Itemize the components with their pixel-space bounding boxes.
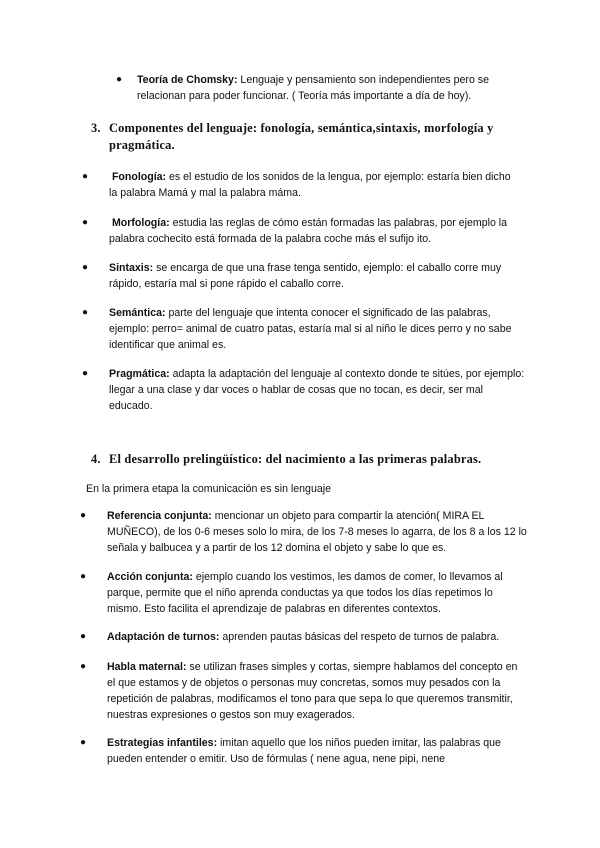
definition: es el estudio de los sonidos de la lengua, por ejemplo: estaría bien dicho la palabra Mamá y mal la palabra máma. (109, 171, 511, 199)
definition: parte del lenguaje que intenta conocer el significado de las palabras, ejemplo: perro= animal de cuatro patas, estaría mal si al niño le dices perro y no sabe identificar que animal es. (109, 307, 512, 351)
term: Estrategias infantiles: (107, 737, 218, 749)
intro-text: En la primera etapa la comunicación es sin lenguaje (86, 483, 331, 495)
section-number: 3. (91, 121, 101, 135)
definition: aprenden pautas básicas del respeto de turnos de palabra. (219, 631, 500, 643)
bullet-icon: ● (80, 510, 87, 521)
definition: mencionar un objeto para compartir la atención( MIRA EL MUÑECO), de los 0-6 meses solo lo mira, de los 7-8 meses lo agarra, de los 8 a los 12 lo señala y balbucea y a partir de los 12 domina el objeto y sabe lo que es. (107, 510, 527, 554)
bullet-icon: ● (82, 262, 89, 273)
list-item-sintaxis (82, 260, 524, 292)
section-title: El desarrollo prelingüístico: del nacimiento a las primeras palabras. (109, 452, 482, 466)
bullet-icon: ● (80, 571, 87, 582)
section-number: 4. (91, 452, 101, 466)
list-item-chomsky (116, 72, 507, 104)
bullet-icon: ● (80, 661, 87, 672)
definition: Lenguaje y pensamiento son independientes pero se relacionan para poder funcionar. ( Teoría más importante a día de hoy). (137, 74, 489, 102)
intro-paragraph (86, 481, 506, 497)
bullet-icon: ● (82, 368, 89, 379)
term: Fonología: (111, 171, 167, 183)
list-item-habla-maternal (80, 659, 527, 723)
list-item-fonologia (82, 169, 514, 201)
term: Referencia conjunta: (107, 510, 212, 522)
list-item-pragmatica (82, 366, 527, 414)
term: Sintaxis: (109, 262, 154, 274)
term: Semántica: (109, 307, 166, 319)
list-item-morfologia (82, 215, 524, 247)
definition: estudia las reglas de cómo están formadas las palabras, por ejemplo la palabra cochecito está formada de la palabra coche más el sufijo ito. (109, 217, 508, 245)
definition: ejemplo cuando los vestimos, les damos de comer, lo llevamos al parque, permite que el niño aprenda conductas ya que todos los días repetimos lo mismo. Esto facilita el aprendizaje de palabras en diferentes contextos. (107, 571, 503, 615)
bullet-icon: ● (82, 307, 89, 318)
list-item-semantica (82, 305, 519, 353)
bullet-icon: ● (82, 171, 89, 182)
section-3-heading (91, 120, 509, 154)
bullet-icon: ● (80, 737, 87, 748)
definition: se utilizan frases simples y cortas, siempre hablamos del concepto en el que estamos y de objetos o personas muy concretas, somos muy pesados con la repetición de palabras, modificamos el tono para que sepa lo que queremos transmitir, nuestras expresiones o gestos son muy exagerados. (107, 661, 518, 721)
list-item-referencia-conjunta (80, 508, 527, 556)
list-item-accion-conjunta (80, 569, 527, 617)
term: Morfología: (111, 217, 170, 229)
section-4-heading (91, 451, 539, 468)
term: Habla maternal: (107, 661, 187, 673)
term: Teoría de Chomsky: (137, 74, 238, 86)
term: Acción conjunta: (107, 571, 193, 583)
term: Adaptación de turnos: (107, 631, 220, 643)
bullet-icon: ● (80, 631, 87, 642)
definition: adapta la adaptación del lenguaje al contexto donde te sitúes, por ejemplo: llegar a una clase y dar voces o hablar de cosas que no tocan, es decir, ser mal educado. (109, 368, 525, 412)
section-title: Componentes del lenguaje: fonología, semántica,sintaxis, morfología y pragmática. (109, 121, 494, 152)
definition: se encarga de que una frase tenga sentido, ejemplo: el caballo corre muy rápido, estaría mal si pone rápido el caballo corre. (109, 262, 502, 290)
term: Pragmática: (109, 368, 170, 380)
list-item-estrategias-infantiles (80, 735, 527, 767)
definition: imitan aquello que los niños pueden imitar, las palabras que pueden entender o emitir. Uso de fórmulas ( nene agua, nene pipi, nene (107, 737, 501, 765)
bullet-icon: ● (116, 74, 123, 85)
bullet-icon: ● (82, 217, 89, 228)
list-item-adaptacion-turnos (80, 629, 537, 645)
